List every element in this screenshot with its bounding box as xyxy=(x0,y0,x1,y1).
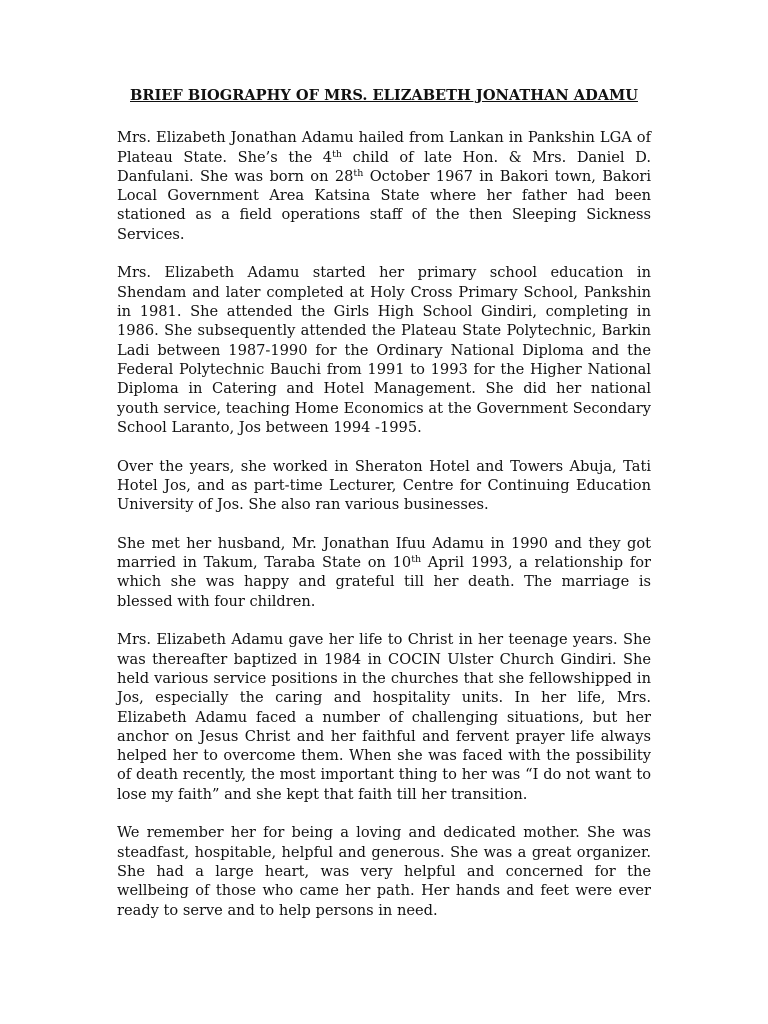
paragraph-career: Over the years, she worked in Sheraton Hotel and Towers Abuja, Tati Hotel Jos, and as part-time Lecturer, Centre for Continuing Education University of Jos. She also ran various businesses. xyxy=(117,457,651,514)
paragraph-origin xyxy=(117,128,651,244)
document-page xyxy=(117,86,651,939)
paragraph-faith: Mrs. Elizabeth Adamu gave her life to Christ in her teenage years. She was thereafter baptized in 1984 in COCIN Ulster Church Gindiri. She held various service positions in the churches that she fellowshipped in Jos, especially the caring and hospitality units. In her life, Mrs. Elizabeth Adamu faced a number of challenging situations, but her anchor on Jesus Christ and her faithful and fervent prayer life always helped her to overcome them. When she was faced with the possibility of death recently, the most important thing to her was “I do not want to lose my faith” and she kept that faith till her transition. xyxy=(117,631,651,803)
paragraph-origin-part-b: child of late Hon. & Mrs. Daniel D. Danfulani. She was born on 28 xyxy=(117,148,651,185)
paragraph-marriage-part-b: April 1993, a relationship for which she was happy and grateful till her death. The marriage is blessed with four children. xyxy=(117,554,651,610)
paragraph-marriage xyxy=(117,534,651,611)
ordinal-suffix: th xyxy=(353,167,364,179)
paragraph-education: Mrs. Elizabeth Adamu started her primary school education in Shendam and later completed at Holy Cross Primary School, Pankshin in 1981. She attended the Girls High School Gindiri, completing in 1986. She subsequently attended the Plateau State Polytechnic, Barkin Ladi between 1987-1990 for the Ordinary National Diploma and the Federal Polytechnic Bauchi from 1991 to 1993 for the Higher National Diploma in Catering and Hotel Management. She did her national youth service, teaching Home Economics at the Government Secondary School Laranto, Jos between 1994 -1995. xyxy=(117,264,651,436)
paragraph-marriage-part-a: She met her husband, Mr. Jonathan Ifuu Adamu in 1990 and they got married in Takum, Taraba State on 10 xyxy=(117,534,651,572)
paragraph-origin-part-a: Mrs. Elizabeth Jonathan Adamu hailed from Lankan in Pankshin LGA of Plateau State. She’s the 4 xyxy=(117,129,651,166)
paragraph-remembrance: We remember her for being a loving and dedicated mother. She was steadfast, hospitable, helpful and generous. She was a great organizer. She had a large heart, was very helpful and concerned for the wellbeing of those who came her path. Her hands and feet were ever ready to serve and to help persons in need. xyxy=(117,824,651,919)
paragraph-origin-part-c: October 1967 in Bakori town, Bakori Local Government Area Katsina State where her father had been stationed as a field operations staff of the then Sleeping Sickness Services. xyxy=(117,167,651,243)
document-title: BRIEF BIOGRAPHY OF MRS. ELIZABETH JONATHAN ADAMU xyxy=(130,87,638,104)
ordinal-suffix: th xyxy=(411,554,422,566)
ordinal-suffix: th xyxy=(332,148,343,160)
